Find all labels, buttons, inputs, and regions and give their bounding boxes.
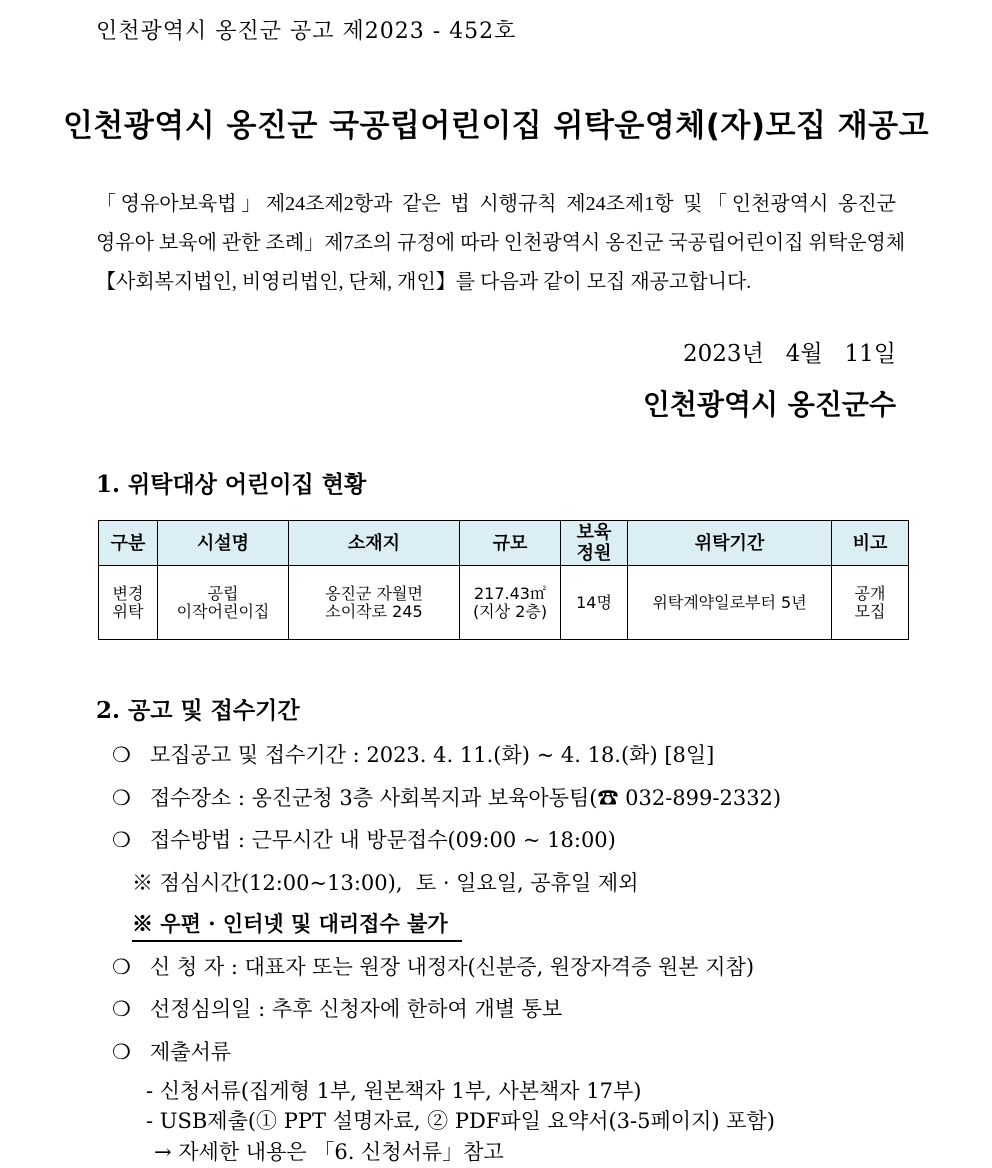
bullet-icon: ❍	[112, 1040, 131, 1064]
cell-type-line2: 위탁	[112, 601, 144, 621]
cell-name	[158, 566, 289, 640]
intro-line-2: 영유아 보육에 관한 조례」제7조의 규정에 따라 인천광역시 옹진군 국공립어린이집 위탁운영체	[96, 232, 906, 254]
item-recruit-period-text: 모집공고 및 접수기간 : 2023. 4. 11.(화) ~ 4. 18.(화) [8일]	[150, 743, 715, 767]
cell-size-line2: (지상 2층)	[472, 601, 548, 621]
cell-note-line2: 모집	[854, 601, 886, 621]
page-title: 인천광역시 옹진군 국공립어린이집 위탁운영체(자)모집 재공고	[62, 108, 930, 144]
cell-name-line2: 이작어린이집	[176, 601, 270, 621]
intro-line-3: 【사회복지법인, 비영리법인, 단체, 개인】를 다음과 같이 모집 재공고합니다.	[96, 271, 752, 293]
item-documents-text: 제출서류	[150, 1040, 232, 1064]
bullet-icon: ❍	[112, 997, 131, 1021]
intro-paragraph	[96, 185, 906, 302]
facility-table	[98, 520, 909, 640]
bullet-icon: ❍	[112, 786, 131, 810]
header-capacity-line2: 정원	[576, 543, 612, 564]
item-review-date	[112, 993, 562, 1023]
doc-sub-application: - 신청서류(집게형 1부, 원본책자 1부, 사본책자 17부)	[146, 1079, 642, 1103]
doc-reference: → 자세한 내용은 「6. 신청서류」참고	[154, 1140, 504, 1164]
header-capacity-line1: 보육	[576, 522, 612, 543]
notice-date: 2023년 4월 11일	[683, 341, 896, 367]
item-reception-method	[112, 824, 616, 854]
note-lunch-time: ※ 점심시간(12:00~13:00), 토 · 일요일, 공휴일 제외	[132, 871, 639, 895]
doc-sub-usb: - USB제출(① PPT 설명자료, ② PDF파일 요약서(3-5페이지) 포함)	[146, 1109, 775, 1133]
header-note: 비고	[832, 521, 909, 566]
bullet-icon: ❍	[112, 955, 131, 979]
bullet-icon: ❍	[112, 743, 131, 767]
item-documents	[112, 1036, 231, 1066]
cell-location	[289, 566, 460, 640]
header-type: 구분	[99, 521, 158, 566]
bullet-icon: ❍	[112, 828, 131, 852]
cell-location-line2: 소이작로 245	[325, 601, 423, 621]
cell-location-line1: 옹진군 자월면	[325, 583, 423, 603]
cell-type	[99, 566, 158, 640]
item-recruit-period	[112, 739, 714, 769]
item-applicant-text: 신 청 자 : 대표자 또는 원장 내정자(신분증, 원장자격증 원본 지참)	[150, 955, 755, 979]
cell-size	[460, 566, 561, 640]
item-review-date-text: 선정심의일 : 추후 신청자에 한하여 개별 통보	[150, 997, 563, 1021]
section-1-title: 1. 위탁대상 어린이집 현황	[96, 471, 367, 498]
header-name: 시설명	[158, 521, 289, 566]
intro-line-1: 「영유아보육법」제24조제2항과 같은 법 시행규칙 제24조제1항 및「인천광역시 옹진군	[96, 193, 896, 215]
section-2-title: 2. 공고 및 접수기간	[96, 697, 300, 724]
header-location: 소재지	[289, 521, 460, 566]
notice-number: 인천광역시 옹진군 공고 제2023 - 452호	[96, 19, 517, 44]
header-size: 규모	[460, 521, 561, 566]
note-no-mail: ※ 우편 · 인터넷 및 대리접수 불가	[132, 908, 462, 942]
item-reception-place	[112, 782, 781, 812]
item-reception-place-text: 접수장소 : 옹진군청 3층 사회복지과 보육아동팀(☎ 032-899-2332)	[150, 786, 782, 810]
cell-capacity: 14명	[561, 566, 628, 640]
header-period: 위탁기간	[628, 521, 832, 566]
item-applicant	[112, 951, 754, 981]
cell-name-line1: 공립	[207, 583, 239, 603]
item-reception-method-text: 접수방법 : 근무시간 내 방문접수(09:00 ~ 18:00)	[150, 828, 616, 852]
issuer-name: 인천광역시 옹진군수	[642, 388, 896, 421]
header-capacity	[561, 521, 628, 566]
cell-period: 위탁계약일로부터 5년	[628, 566, 832, 640]
table-header-row	[99, 521, 909, 566]
cell-note	[832, 566, 909, 640]
cell-note-line1: 공개	[854, 583, 886, 603]
cell-size-line1: 217.43㎡	[474, 583, 546, 603]
cell-type-line1: 변경	[112, 583, 144, 603]
table-row	[99, 566, 909, 640]
